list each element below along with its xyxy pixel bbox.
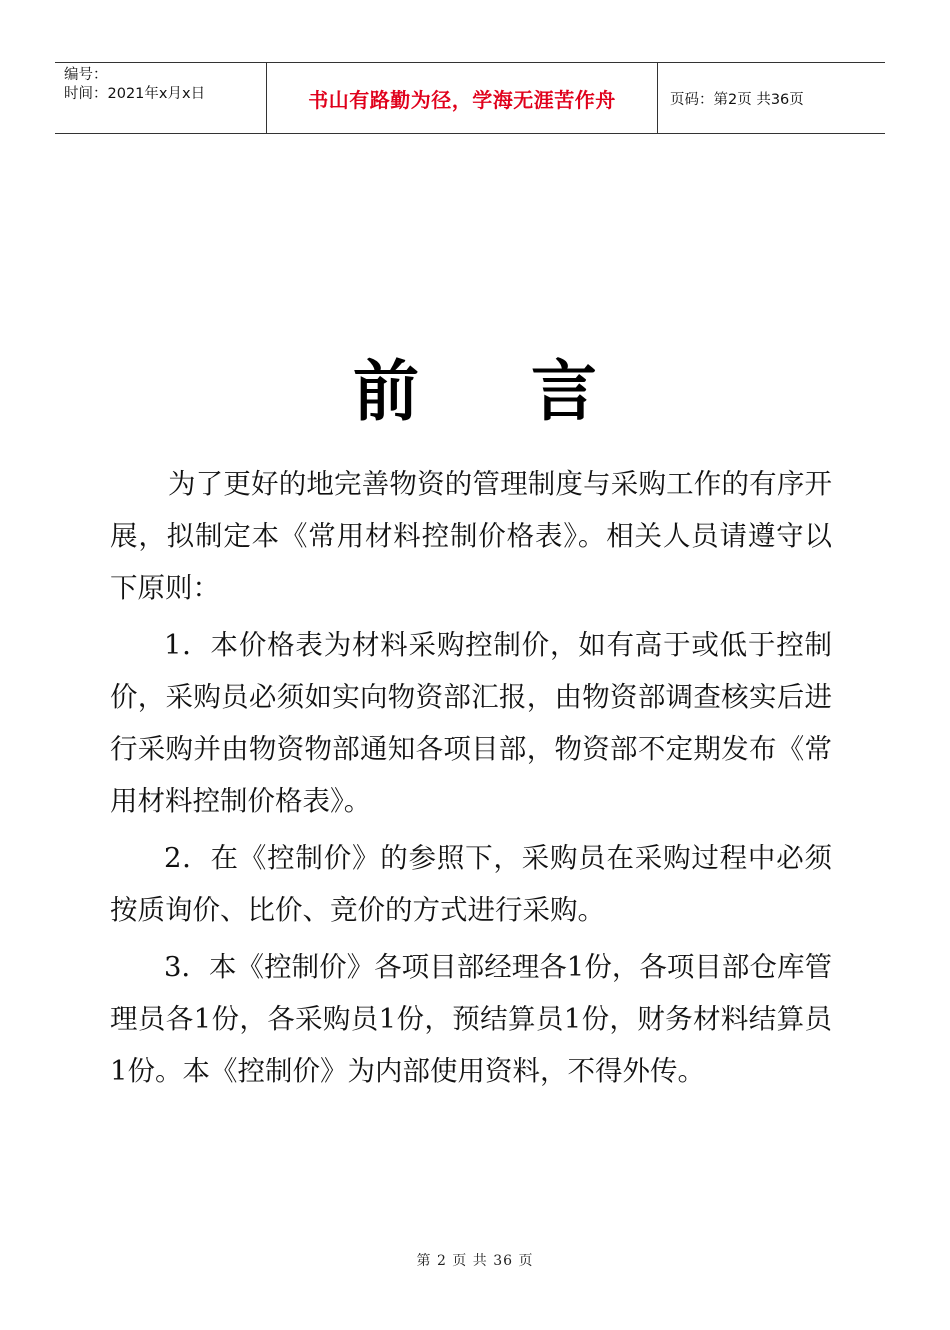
- header-page-cell: [658, 63, 885, 133]
- page-header: [55, 62, 885, 134]
- page-title: 前言: [353, 353, 709, 430]
- rule-paragraph-2: 2．在《控制价》的参照下，采购员在采购过程中必须按质询价、比价、竞价的方式进行采购。: [110, 842, 832, 926]
- document-number-label: 编号：: [64, 67, 108, 83]
- header-page-info: 页码：第2页 共36页: [670, 91, 804, 108]
- document-body: [110, 458, 832, 1102]
- header-motto-cell: [267, 63, 658, 133]
- rule-paragraph-1: 1．本价格表为材料采购控制价，如有高于或低于控制价，采购员必须如实向物资部汇报，由物资部调查核实后进行采购并由物资物部通知各项目部，物资部不定期发布《常用材料控制价格表》。: [110, 629, 832, 817]
- page-footer: 第 2 页 共 36 页: [416, 1253, 534, 1269]
- intro-paragraph: 为了更好的地完善物资的管理制度与采购工作的有序开展，拟制定本《常用材料控制价格表》。相关人员请遵守以下原则：: [110, 468, 832, 604]
- rule-paragraph-3: 3．本《控制价》各项目部经理各1份，各项目部仓库管理员各1份，各采购员1份，预结算员1份，财务材料结算员1份。本《控制价》为内部使用资料，不得外传。: [110, 951, 832, 1087]
- header-motto: 书山有路勤为径，学海无涯苦作舟: [308, 87, 616, 112]
- header-meta: [55, 63, 267, 133]
- document-date: 时间：2021年x月x日: [64, 86, 206, 102]
